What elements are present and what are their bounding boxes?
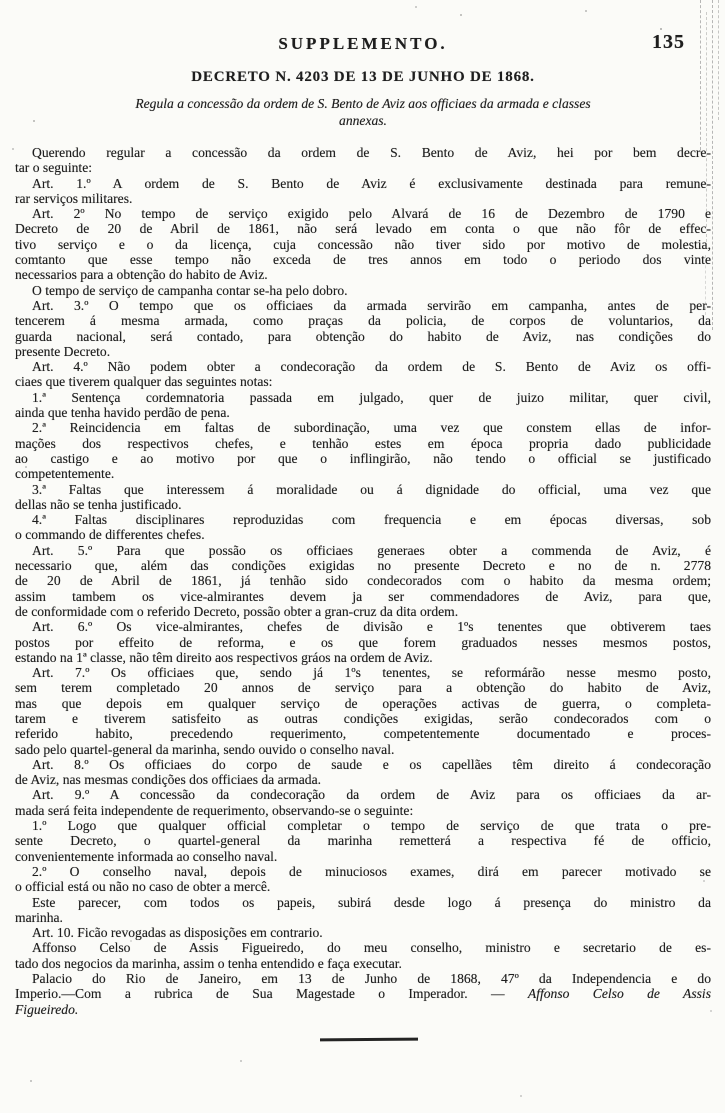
text-line: ainda que tenha havido perdão de pena.: [15, 405, 230, 421]
text-line: Art. 3.º O tempo que os officiaes da armada servirão em campanha, antes de per-: [32, 297, 711, 313]
text-line: Affonso Celso de Assis Figueiredo, do meu conselho, ministro e secretario de es-: [32, 940, 711, 956]
paragraph: [15, 787, 711, 818]
paragraph: [15, 665, 711, 757]
decree-summary-line: annexas.: [339, 113, 387, 128]
page-number: 135: [652, 31, 685, 53]
decree-heading: DECRETO N. 4203 DE 13 DE JUNHO DE 1868.: [191, 69, 535, 85]
paragraph: [15, 757, 711, 788]
scan-gutter-line: [718, 0, 719, 120]
paragraph: [15, 359, 711, 390]
text-line: tarem e tiverem satisfeito as outras condições exigidas, serão condecorados com o: [15, 710, 711, 726]
text-line: 2.ª Reincidencia em faltas de subordinação, uma vez que constem ellas de infor-: [32, 420, 711, 436]
text-line: presente Decreto.: [15, 343, 111, 359]
paragraph: [15, 206, 711, 282]
text-line: assim tambem os vice-almirantes devem ja ser commendadores de Aviz, para que,: [15, 588, 711, 604]
end-rule: [320, 1037, 418, 1040]
paragraph: [15, 940, 711, 971]
text-line: competentemente.: [15, 466, 115, 482]
text-line: Palacio do Rio de Janeiro, em 13 de Junho de 1868, 47º da Independencia e do: [32, 971, 711, 987]
text-line: Art. 7.º Os officiaes que, sendo já 1ºs tenentes, se reformárão nesse mesmo posto,: [32, 665, 711, 681]
text-line: [15, 1002, 711, 1017]
text-line: o commando de differentes chefes.: [15, 527, 205, 543]
text-line: Art. 6.º Os vice-almirantes, chefes de divisão e 1ºs tenentes que obtiverem taes: [32, 619, 711, 635]
text-line: sem terem completado 20 annos de serviço para a obtenção do habito de Aviz,: [15, 680, 711, 696]
text-line: Art. 5.º Para que possão os officiaes generaes obter a commenda de Aviz, é: [32, 542, 711, 558]
text-line: convenientemente informada ao conselho naval.: [15, 848, 278, 864]
paragraph: [15, 298, 711, 359]
scan-gutter-line: [706, 12, 707, 242]
paragraph: [15, 482, 711, 513]
paragraph: [15, 925, 711, 940]
text-line: sado pelo quartel-general da marinha, sendo ouvido o conselho naval.: [15, 741, 395, 757]
text-line: de Aviz, nas mesmas condições dos officiaes da armada.: [15, 772, 322, 788]
paragraph: [15, 283, 711, 298]
text-line: tar o seguinte:: [15, 160, 93, 176]
scan-noise-specks: [0, 0, 2, 2]
signature-text: Figueiredo.: [15, 1001, 79, 1017]
paragraph: [15, 619, 711, 665]
paragraph: [15, 176, 711, 207]
paragraph: [15, 420, 711, 481]
text-line: [15, 986, 711, 1001]
text-line: ciaes que tiverem qualquer das seguintes notas:: [15, 374, 273, 390]
paragraph: [15, 864, 711, 895]
text-line: Decreto de 20 de Abril de 1861, não será levado em conta o que não fôr de effec-: [15, 221, 711, 237]
decree-summary-line: Regula a concessão da ordem de S. Bento de Aviz aos officiaes da armada e classes: [135, 96, 591, 111]
text-line: marinha.: [15, 909, 63, 925]
scan-gutter-line: [705, 255, 706, 315]
paragraph: [15, 145, 711, 176]
text-line: referido habito, precedendo requerimento, competentemente documentado e proces-: [15, 726, 711, 742]
paragraph: [15, 543, 711, 619]
text-line: tado dos negocios da marinha, assim o tenha entendido e faça executar.: [15, 955, 402, 971]
text-line: 1.ª Sentença cordemnatoria passada em julgado, quer de juizo militar, quer civil,: [32, 389, 711, 405]
paragraph: [15, 512, 711, 543]
text-line: Art. 4.º Não podem obter a condecoração da ordem de S. Bento de Aviz os offi-: [32, 359, 711, 375]
decree-summary: [15, 95, 711, 129]
signature-text: Affonso Celso de Assis: [527, 986, 711, 1002]
text-line: comtanto que esse tempo não exceda de tres annos em todo o periodo dos vinte: [15, 252, 711, 268]
text-line: postos por effeito de reforma, e os que forem graduados nesses mesmos postos,: [15, 634, 711, 650]
text-line: sente Decreto, o quartel-general da marinha remetterá a respectiva fé de officio,: [15, 833, 711, 849]
document-body: [15, 145, 711, 1017]
paragraph: [15, 971, 711, 1017]
text-line: Art. 2º No tempo de serviço exigido pelo Alvará de 16 de Dezembro de 1790 e: [32, 206, 711, 222]
scan-gutter-line: [712, 0, 713, 330]
text-line: Art. 1.º A ordem de S. Bento de Aviz é exclusivamente destinada para remune-: [32, 175, 711, 191]
text-line: mas que depois em qualquer serviço de operações activas de guerra, o completa-: [15, 695, 711, 711]
text-line: necessarios para a obtenção do habito de Aviz.: [15, 267, 268, 283]
text-line: 3.ª Faltas que interessem á moralidade ou á dignidade do official, uma vez que: [32, 481, 711, 497]
text-line: necessario que, além das condições exigidas no presente Decreto e no de n. 2778: [15, 558, 711, 574]
text-line: 1.º Logo que qualquer official completar o tempo de serviço de que trata o pre-: [32, 818, 711, 834]
text-line: dellas não se tenha justificado.: [15, 496, 182, 512]
text-line: o official está ou não no caso de obter a mercê.: [15, 879, 271, 895]
text-line: O tempo de serviço de campanha contar se-ha pelo dobro.: [32, 282, 348, 298]
text-line: Querendo regular a concessão da ordem de S. Bento de Aviz, hei por bem decre-: [32, 145, 711, 160]
paragraph: [15, 818, 711, 864]
text-line: de conformidade com o referido Decreto, possão obter a gran-cruz da dita ordem.: [15, 603, 459, 619]
text-segment: Imperio.—Com a rubrica de Sua Magestade o Imperador. —: [15, 986, 528, 1002]
text-line: 2.º O conselho naval, depois de minuciosos exames, dirá em parecer motivado se: [32, 863, 711, 879]
text-line: de 20 de Abril de 1861, já tenhão sido condecorados com o habito da mesma ordem;: [15, 573, 711, 589]
paragraph: [15, 390, 711, 421]
text-line: Art. 10. Ficão revogadas as disposições em contrario.: [32, 925, 323, 941]
text-line: Este parecer, com todos os papeis, subirá desde logo á presença do ministro da: [32, 894, 711, 910]
text-line: guarda nacional, será contado, para obtenção do habito de Aviz, nas condições do: [15, 328, 711, 344]
scan-gutter-line: [700, 0, 701, 150]
text-line: rar serviços militares.: [15, 190, 133, 206]
text-line: ao castigo e ao motivo por que o inflingirão, não tendo o official se justificado: [15, 450, 711, 466]
text-line: tivo serviço e o da licença, cuja concessão não tiver sido por motivo de molestia,: [15, 236, 711, 252]
text-line: estando na 1ª classe, não têm direito aos respectivos gráos na ordem de Aviz.: [15, 649, 433, 665]
paragraph: [15, 895, 711, 926]
text-line: Art. 8.º Os officiaes do corpo de saude e os capellães têm direito á condecoração: [32, 756, 711, 772]
journal-title: SUPPLEMENTO.: [278, 34, 448, 53]
text-line: tencerem á mesma armada, como praças da policia, de corpos de voluntarios, da: [15, 313, 711, 329]
text-line: mada será feita independente de requerimento, observando-se o seguinte:: [15, 802, 414, 818]
text-line: mações dos respectivos chefes, e tenhão estes em época propria dado publicidade: [15, 435, 711, 451]
text-line: 4.ª Faltas disciplinares reproduzidas com frequencia e em épocas diversas, sob: [32, 512, 711, 528]
text-line: Art. 9.º A concessão da condecoração da ordem de Aviz para os officiaes da ar-: [32, 787, 711, 803]
